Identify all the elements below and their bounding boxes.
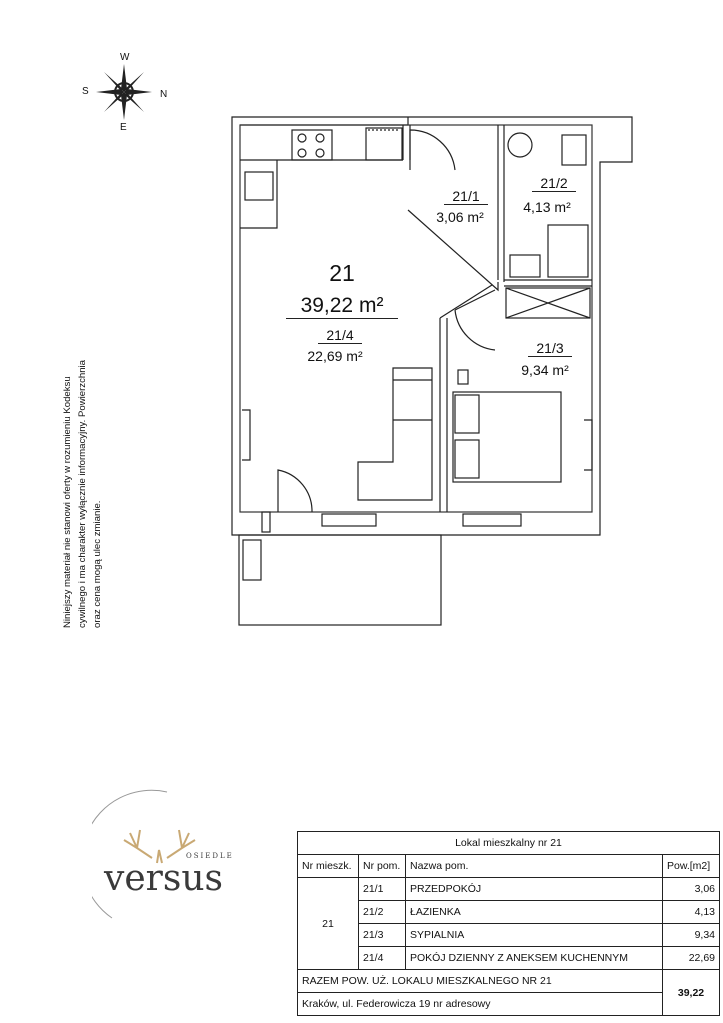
compass-icon: [94, 62, 154, 122]
row-nr: 21/1: [359, 878, 406, 901]
disclaimer-line: cywilnego i ma charakter wyłącznie informacyjny. Powierzchnia: [77, 359, 88, 628]
room-id-21-3: 21/3: [528, 340, 572, 357]
header-nazwa: Nazwa pom.: [406, 855, 663, 878]
room-area-21-2: 4,13 m²: [523, 199, 571, 215]
table-row: [298, 924, 720, 947]
disclaimer-line: Niniejszy materiał nie stanowi oferty w rozumieniu Kodeksu: [62, 376, 73, 628]
room-id-21-4: 21/4: [318, 327, 362, 344]
row-pow: 4,13: [663, 901, 720, 924]
total-row: [298, 970, 720, 993]
table-title-row: [298, 832, 720, 855]
table-row: [298, 947, 720, 970]
table-row: [298, 901, 720, 924]
row-nr: 21/3: [359, 924, 406, 947]
row-pow: 9,34: [663, 924, 720, 947]
logo-big-text: versus: [104, 858, 223, 899]
row-name: ŁAZIENKA: [406, 901, 663, 924]
disclaimer-line: oraz cena mogą ulec zmianie.: [92, 500, 103, 628]
room-area-21-3: 9,34 m²: [521, 362, 569, 378]
header-nr-mieszk: Nr mieszk.: [298, 855, 359, 878]
table-row: [298, 878, 720, 901]
row-name: PRZEDPOKÓJ: [406, 878, 663, 901]
table-header-row: [298, 855, 720, 878]
total-value: 39,22: [663, 970, 720, 1016]
room-area-21-4: 22,69 m²: [307, 348, 363, 364]
compass-e-label: E: [120, 122, 127, 133]
row-nr: 21/4: [359, 947, 406, 970]
row-pow: 3,06: [663, 878, 720, 901]
compass-n-label: N: [160, 89, 168, 100]
table-title: Lokal mieszkalny nr 21: [298, 832, 720, 855]
room-id-21-1: 21/1: [444, 188, 488, 205]
logo-small-text: OSIEDLE: [186, 852, 234, 860]
compass-s-label: S: [82, 86, 89, 97]
mieszk-cell: 21: [298, 878, 359, 970]
disclaimer: [60, 288, 105, 628]
apartment-number: 21: [329, 260, 355, 286]
row-nr: 21/2: [359, 901, 406, 924]
apartment-area: 39,22 m²: [286, 294, 398, 319]
room-id-21-2: 21/2: [532, 175, 576, 192]
row-name: SYPIALNIA: [406, 924, 663, 947]
header-nr-pom: Nr pom.: [359, 855, 406, 878]
room-area-21-1: 3,06 m²: [436, 209, 484, 225]
address: Kraków, ul. Federowicza 19 nr adresowy: [298, 993, 663, 1016]
row-name: POKÓJ DZIENNY Z ANEKSEM KUCHENNYM: [406, 947, 663, 970]
rooms-table: [297, 831, 720, 1016]
row-pow: 22,69: [663, 947, 720, 970]
total-label: RAZEM POW. UŻ. LOKALU MIESZKALNEGO NR 21: [298, 970, 663, 993]
header-pow: Pow.[m2]: [663, 855, 720, 878]
address-row: [298, 993, 720, 1016]
compass-w-label: W: [120, 52, 130, 63]
